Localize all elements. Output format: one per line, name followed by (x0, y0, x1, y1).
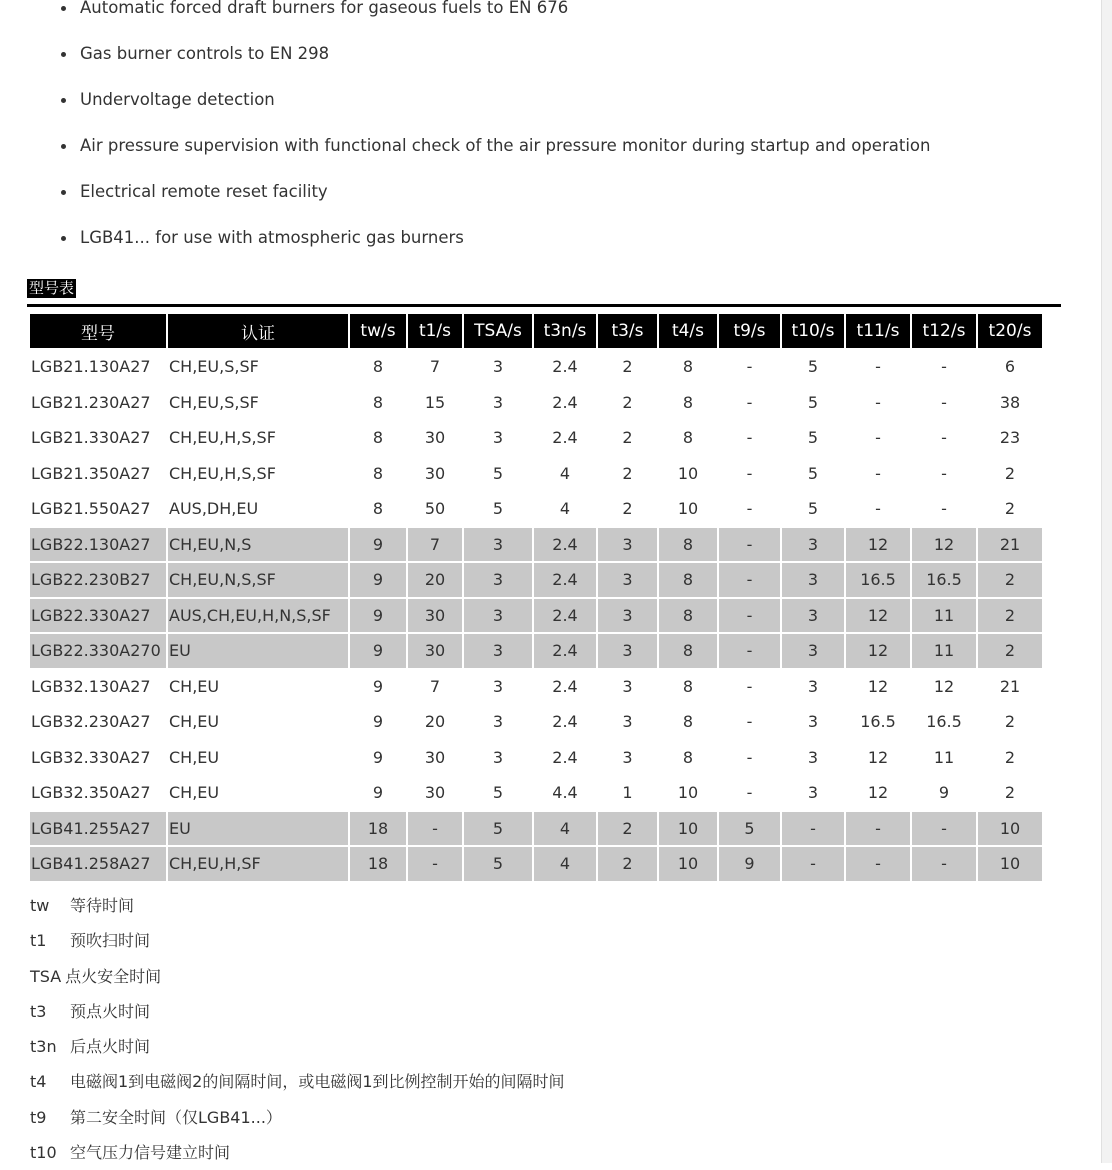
table-row (30, 599, 1042, 633)
timing-cell: 7 (429, 676, 441, 696)
timing-cell: 8 (372, 357, 384, 377)
timing-cell: 2 (622, 392, 633, 412)
scrollbar[interactable] (1101, 0, 1112, 1163)
timing-cell: 5 (807, 357, 819, 377)
timing-cell: 5 (464, 812, 532, 846)
timing-cell: 2.4 (552, 676, 578, 696)
timing-cell: 5 (492, 499, 504, 519)
timing-cell: 9 (372, 747, 384, 767)
certification-cell: CH,EU,S,SF (169, 392, 259, 412)
legend-item (30, 959, 565, 994)
timing-cell: 3 (782, 563, 844, 597)
timing-cell: 3 (492, 392, 504, 412)
timing-cell: 9 (372, 676, 384, 696)
legend-symbol: t3n (30, 1037, 57, 1057)
legend-symbol: tw (30, 896, 50, 915)
table-row (30, 670, 1042, 704)
legend-item (30, 888, 565, 923)
feature-text: Gas burner controls to EN 298 (80, 44, 330, 63)
table-body (30, 350, 1042, 881)
model-cell: LGB21.330A27 (31, 428, 151, 448)
timing-cell: - (408, 812, 462, 846)
timing-cell: 9 (350, 634, 406, 668)
timing-cell: 3 (492, 712, 504, 732)
timing-cell: - (746, 463, 753, 483)
timing-cell: 10 (677, 463, 699, 483)
timing-cell: 9 (938, 783, 950, 803)
timing-cell: 7 (408, 528, 462, 562)
certification-cell: CH,EU,H,S,SF (169, 428, 276, 448)
table-row (30, 741, 1042, 775)
timing-cell: - (408, 847, 462, 881)
timing-cell: - (746, 747, 753, 767)
timing-cell: 10 (677, 499, 699, 519)
legend-item (30, 994, 565, 1029)
legend-list (30, 888, 565, 1170)
model-cell: LGB21.350A27 (31, 463, 151, 483)
timing-cell: 2.4 (552, 712, 578, 732)
timing-cell: 2.4 (534, 634, 596, 668)
timing-cell: 10 (659, 847, 717, 881)
model-cell: LGB32.130A27 (31, 676, 151, 696)
certification-cell: EU (168, 812, 348, 846)
timing-cell: 1 (622, 783, 633, 803)
timing-cell: - (746, 676, 753, 696)
timing-cell: 2.4 (552, 392, 578, 412)
legend-text: 预点火时间 (70, 1001, 151, 1021)
certification-cell: CH,EU (169, 712, 220, 732)
timing-cell: 2 (978, 563, 1042, 597)
timing-cell: - (782, 847, 844, 881)
certification-cell: CH,EU (169, 747, 220, 767)
timing-cell: - (719, 634, 780, 668)
timing-cell: 3 (492, 428, 504, 448)
timing-cell: 3 (782, 599, 844, 633)
table-row (30, 812, 1042, 846)
legend-symbol: t4 (30, 1072, 47, 1092)
timing-cell: 10 (978, 812, 1042, 846)
table-row (30, 847, 1042, 881)
timing-cell: 4.4 (552, 783, 578, 803)
timing-cell: 2.4 (534, 528, 596, 562)
table-row (30, 634, 1042, 668)
legend-text: 第二安全时间（仅LGB41...） (70, 1107, 282, 1127)
timing-cell: 30 (424, 747, 446, 767)
timing-cell: - (719, 563, 780, 597)
timing-cell: 18 (350, 847, 406, 881)
timing-cell: 2 (598, 847, 657, 881)
timing-cell: 16.5 (912, 563, 976, 597)
certification-cell: CH,EU,N,S (168, 528, 348, 562)
bullet-icon (61, 98, 66, 103)
timing-cell: 3 (598, 528, 657, 562)
timing-cell: - (941, 357, 947, 377)
legend-item (30, 923, 565, 958)
timing-cell: 3 (622, 676, 633, 696)
timing-cell: 8 (659, 528, 717, 562)
timing-cell: 11 (933, 747, 955, 767)
timing-cell: - (719, 599, 780, 633)
legend-symbol: t1 (30, 931, 47, 951)
timing-cell: 2.4 (534, 599, 596, 633)
table-row (30, 705, 1042, 739)
timing-cell: - (746, 499, 753, 519)
legend-text: 空气压力信号建立时间 (70, 1143, 231, 1163)
model-cell: LGB22.330A27 (30, 599, 166, 633)
timing-cell: 30 (424, 783, 446, 803)
column-header: t20/s (978, 314, 1042, 348)
timing-cell: 21 (978, 528, 1042, 562)
legend-text: 等待时间 (70, 896, 135, 915)
timing-cell: - (719, 528, 780, 562)
model-cell: LGB22.330A270 (30, 634, 166, 668)
table-row (30, 563, 1042, 597)
timing-cell: 9 (350, 528, 406, 562)
timing-cell: 3 (492, 676, 504, 696)
certification-cell: AUS,DH,EU (169, 499, 259, 519)
timing-cell: 2 (1004, 783, 1016, 803)
timing-cell: - (746, 428, 753, 448)
timing-cell: - (941, 463, 947, 483)
timing-cell: 9 (350, 563, 406, 597)
model-cell: LGB22.230B27 (30, 563, 166, 597)
timing-cell: 23 (999, 428, 1021, 448)
timing-cell: 8 (682, 747, 694, 767)
table-row (30, 421, 1042, 455)
table-row (30, 350, 1042, 384)
column-header: 型号 (30, 314, 166, 348)
timing-cell: 5 (807, 499, 819, 519)
legend-item (30, 1135, 565, 1170)
feature-text: Undervoltage detection (80, 90, 275, 109)
feature-item (30, 173, 1070, 219)
feature-item (30, 219, 1070, 265)
model-cell: LGB41.255A27 (30, 812, 166, 846)
timing-cell: 11 (912, 599, 976, 633)
feature-text: Automatic forced draft burners for gaseous fuels to EN 676 (80, 0, 569, 17)
timing-cell: 4 (559, 463, 571, 483)
feature-text: LGB41... for use with atmospheric gas burners (80, 228, 464, 247)
timing-cell: 12 (846, 528, 910, 562)
certification-cell: CH,EU,H,S,SF (169, 463, 276, 483)
certification-cell: CH,EU,N,S,SF (168, 563, 348, 597)
timing-cell: - (875, 463, 881, 483)
timing-cell: - (875, 428, 881, 448)
timing-cell: 8 (372, 463, 384, 483)
timing-cell: 4 (534, 847, 596, 881)
timing-cell: 5 (464, 847, 532, 881)
timing-cell: - (746, 783, 753, 803)
timing-cell: 12 (846, 634, 910, 668)
timing-cell: 3 (492, 747, 504, 767)
timing-cell: - (941, 499, 947, 519)
timing-cell: 20 (424, 712, 446, 732)
section-divider (27, 304, 1061, 307)
timing-cell: 10 (659, 812, 717, 846)
timing-cell: 5 (719, 812, 780, 846)
timing-cell: 15 (424, 392, 446, 412)
timing-cell: 5 (807, 392, 819, 412)
timing-cell: 2 (598, 812, 657, 846)
timing-cell: 3 (598, 634, 657, 668)
timing-cell: 8 (682, 712, 694, 732)
timing-cell: 2 (978, 634, 1042, 668)
timing-cell: - (846, 812, 910, 846)
timing-cell: - (746, 357, 753, 377)
model-cell: LGB21.550A27 (31, 499, 151, 519)
timing-cell: 2 (1004, 463, 1016, 483)
bullet-icon (61, 144, 66, 149)
legend-text: 点火安全时间 (65, 966, 162, 986)
timing-cell: 3 (807, 783, 819, 803)
column-header: t1/s (408, 314, 462, 348)
legend-symbol: TSA (30, 966, 62, 986)
legend-symbol: t10 (30, 1143, 57, 1163)
timing-cell: 3 (782, 528, 844, 562)
bullet-icon (61, 52, 66, 57)
column-header: t3/s (598, 314, 657, 348)
model-cell: LGB32.330A27 (31, 747, 151, 767)
feature-item (30, 81, 1070, 127)
timing-cell: 3 (622, 747, 633, 767)
column-header: t10/s (782, 314, 844, 348)
certification-cell: CH,EU (169, 783, 220, 803)
legend-item (30, 1029, 565, 1064)
timing-cell: 5 (807, 428, 819, 448)
timing-cell: 3 (622, 712, 633, 732)
table-row (30, 776, 1042, 810)
timing-cell: 8 (682, 357, 694, 377)
timing-cell: 16.5 (860, 712, 896, 732)
feature-item (30, 0, 1070, 35)
column-header: TSA/s (464, 314, 532, 348)
timing-cell: 4 (559, 499, 571, 519)
timing-cell: 7 (429, 357, 441, 377)
timing-cell: 8 (659, 634, 717, 668)
timing-cell: 8 (372, 428, 384, 448)
timing-cell: 11 (912, 634, 976, 668)
timing-cell: 12 (867, 783, 889, 803)
column-header: t3n/s (534, 314, 596, 348)
timing-cell: 3 (598, 599, 657, 633)
legend-item (30, 1064, 565, 1099)
timing-cell: 12 (846, 599, 910, 633)
timing-cell: 8 (682, 428, 694, 448)
timing-cell: 3 (598, 563, 657, 597)
timing-cell: 30 (424, 428, 446, 448)
timing-cell: 16.5 (846, 563, 910, 597)
timing-cell: 2 (1004, 499, 1016, 519)
table-row (30, 457, 1042, 491)
timing-cell: - (941, 428, 947, 448)
timing-cell: 21 (999, 676, 1021, 696)
model-cell: LGB21.130A27 (31, 357, 151, 377)
feature-list (30, 0, 1070, 265)
timing-cell: 2 (1004, 712, 1016, 732)
timing-cell: 3 (807, 747, 819, 767)
table-row (30, 528, 1042, 562)
column-header: tw/s (350, 314, 406, 348)
timing-cell: 2.4 (552, 428, 578, 448)
timing-cell: 2 (622, 463, 633, 483)
timing-cell: 2 (622, 357, 633, 377)
bullet-icon (61, 236, 66, 241)
timing-cell: 9 (372, 783, 384, 803)
certification-cell: CH,EU,S,SF (169, 357, 259, 377)
certification-cell: EU (168, 634, 348, 668)
timing-cell: 3 (464, 599, 532, 633)
timing-cell: 3 (492, 357, 504, 377)
column-header: t9/s (719, 314, 780, 348)
column-header: t4/s (659, 314, 717, 348)
timing-cell: 16.5 (926, 712, 962, 732)
timing-cell: 6 (1004, 357, 1016, 377)
timing-cell: 50 (424, 499, 446, 519)
timing-cell: 3 (807, 712, 819, 732)
timing-cell: 5 (492, 783, 504, 803)
timing-cell: 3 (807, 676, 819, 696)
timing-cell: 30 (408, 634, 462, 668)
model-cell: LGB32.230A27 (31, 712, 151, 732)
timing-cell: 3 (464, 563, 532, 597)
timing-cell: 12 (933, 676, 955, 696)
model-cell: LGB32.350A27 (31, 783, 151, 803)
timing-cell: - (746, 712, 753, 732)
legend-text: 后点火时间 (70, 1037, 151, 1057)
timing-cell: 12 (867, 676, 889, 696)
table-header-row (30, 314, 1042, 348)
timing-cell: 2 (622, 428, 633, 448)
timing-cell: 2 (1004, 747, 1016, 767)
timing-cell: - (746, 392, 753, 412)
timing-cell: 30 (424, 463, 446, 483)
timing-cell: 2.4 (534, 563, 596, 597)
timing-cell: 2 (622, 499, 633, 519)
legend-item (30, 1100, 565, 1135)
column-header: t12/s (912, 314, 976, 348)
column-header: 认证 (168, 314, 348, 348)
timing-cell: 9 (719, 847, 780, 881)
table-row (30, 492, 1042, 526)
column-header: t11/s (846, 314, 910, 348)
timing-cell: 5 (492, 463, 504, 483)
timing-cell: 8 (682, 676, 694, 696)
timing-cell: - (875, 392, 881, 412)
timing-cell: 38 (999, 392, 1021, 412)
timing-cell: - (782, 812, 844, 846)
timing-cell: - (875, 499, 881, 519)
timing-cell: 9 (350, 599, 406, 633)
feature-text: Electrical remote reset facility (80, 182, 328, 201)
legend-symbol: t3 (30, 1001, 47, 1021)
timing-cell: 8 (659, 599, 717, 633)
bullet-icon (61, 190, 66, 195)
model-table (28, 312, 1044, 883)
timing-cell: 8 (372, 499, 384, 519)
timing-cell: 2.4 (552, 357, 578, 377)
model-cell: LGB41.258A27 (30, 847, 166, 881)
model-cell: LGB21.230A27 (31, 392, 151, 412)
feature-item (30, 35, 1070, 81)
legend-symbol: t9 (30, 1107, 47, 1127)
timing-cell: 3 (464, 528, 532, 562)
timing-cell: 9 (372, 712, 384, 732)
certification-cell: AUS,CH,EU,H,N,S,SF (168, 599, 348, 633)
section-title: 型号表 (29, 279, 75, 297)
feature-text: Air pressure supervision with functional check of the air pressure monitor during startup and operation (80, 136, 931, 155)
bullet-icon (61, 6, 66, 11)
timing-cell: 2.4 (552, 747, 578, 767)
legend-text: 预吹扫时间 (70, 931, 151, 951)
timing-cell: - (846, 847, 910, 881)
timing-cell: 4 (534, 812, 596, 846)
timing-cell: 10 (978, 847, 1042, 881)
timing-cell: 10 (677, 783, 699, 803)
timing-cell: 20 (408, 563, 462, 597)
timing-cell: 8 (659, 563, 717, 597)
timing-cell: 18 (350, 812, 406, 846)
certification-cell: CH,EU (169, 676, 220, 696)
timing-cell: 3 (782, 634, 844, 668)
timing-cell: - (941, 392, 947, 412)
feature-item (30, 127, 1070, 173)
timing-cell: 5 (807, 463, 819, 483)
model-cell: LGB22.130A27 (30, 528, 166, 562)
timing-cell: - (912, 812, 976, 846)
legend-text: 电磁阀1到电磁阀2的间隔时间，或电磁阀1到比例控制开始的间隔时间 (70, 1072, 565, 1092)
timing-cell: 2 (978, 599, 1042, 633)
timing-cell: 3 (464, 634, 532, 668)
timing-cell: - (875, 357, 881, 377)
timing-cell: - (912, 847, 976, 881)
timing-cell: 30 (408, 599, 462, 633)
timing-cell: 12 (867, 747, 889, 767)
timing-cell: 8 (372, 392, 384, 412)
table-row (30, 386, 1042, 420)
timing-cell: 8 (682, 392, 694, 412)
certification-cell: CH,EU,H,SF (168, 847, 348, 881)
timing-cell: 12 (912, 528, 976, 562)
